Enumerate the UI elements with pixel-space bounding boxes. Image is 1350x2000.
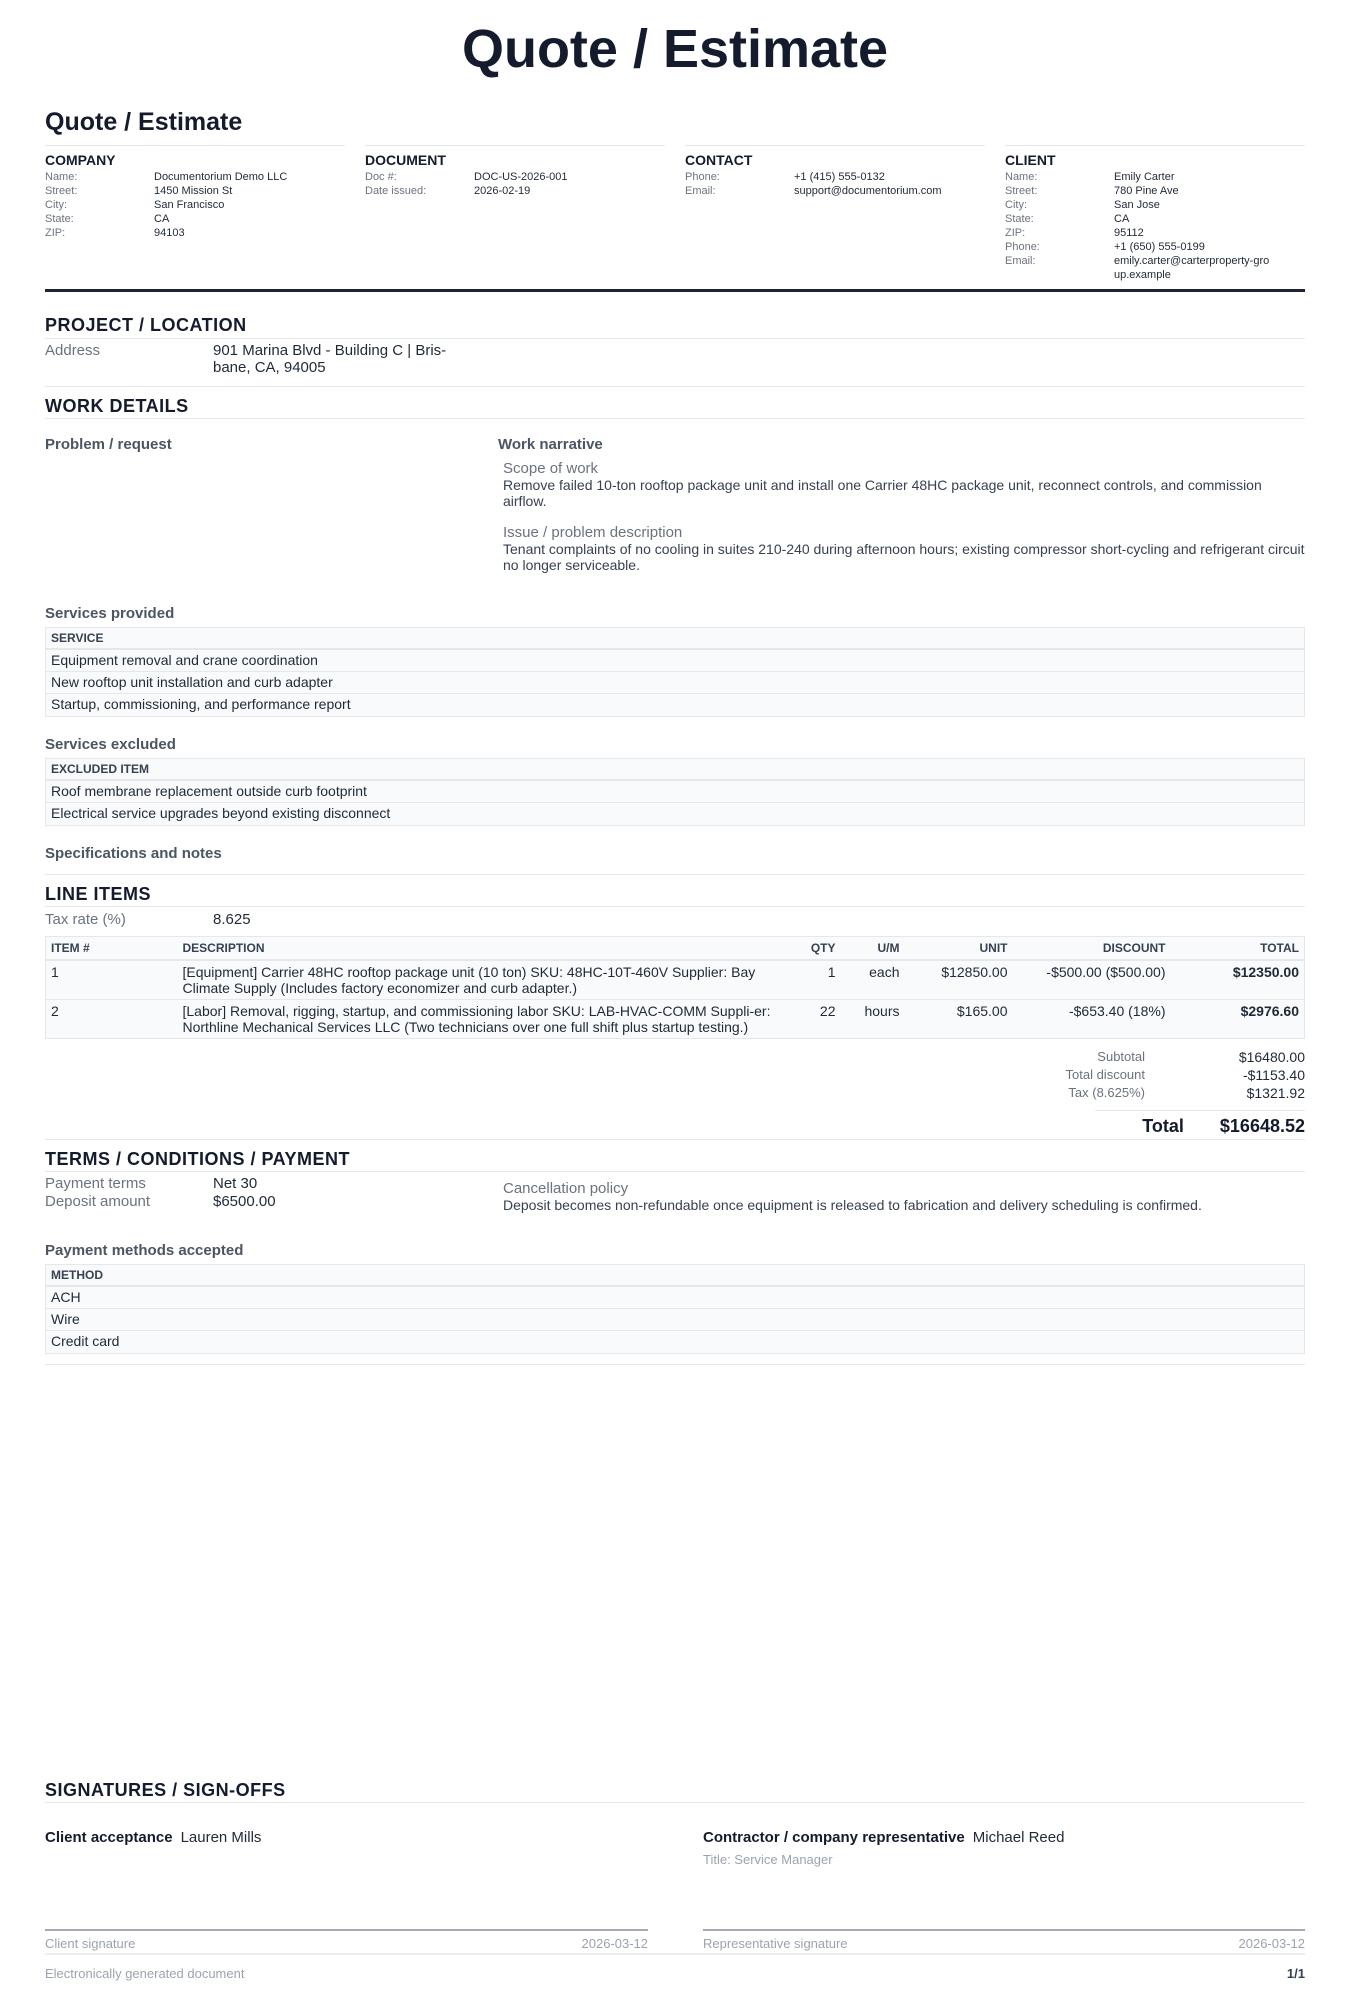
item-total: $12350.00 (1171, 960, 1305, 1000)
contractor-signer-name: Michael Reed (972, 1829, 1065, 1846)
tax-rate-value: 8.625 (213, 911, 251, 928)
field-value: 1450 Mission St (154, 185, 233, 197)
tax-row (945, 1084, 1305, 1102)
payment-terms-value: Net 30 (213, 1175, 258, 1192)
field-value: CA (1114, 213, 1130, 225)
column-header-description: DESCRIPTION (178, 937, 793, 961)
document-heading: DOCUMENT (365, 152, 446, 168)
client-signer-name: Lauren Mills (180, 1829, 262, 1846)
field-value: CA (154, 213, 170, 225)
client-block (1005, 145, 1305, 282)
client-acceptance-block (45, 1829, 261, 1846)
field-value: +1 (650) 555-0199 (1114, 241, 1205, 253)
client-name-row (1005, 170, 1305, 184)
problem-request-label: Problem / request (45, 436, 172, 453)
table-row: ACH (46, 1287, 1304, 1309)
contractor-signer-title: Title: Service Manager (703, 1852, 833, 1867)
column-header-method: METHOD (46, 1265, 1304, 1287)
company-state-row (45, 212, 345, 226)
client-signature-line[interactable] (45, 1929, 648, 1931)
field-label: Street: (45, 185, 78, 197)
payment-methods-table (45, 1264, 1305, 1354)
item-unit-price: $12850.00 (905, 960, 1013, 1000)
total-discount-label: Total discount (1065, 1067, 1145, 1082)
document-block (365, 145, 665, 282)
payment-methods-title: Payment methods accepted (45, 1242, 244, 1259)
field-label: ZIP: (45, 227, 66, 239)
field-label: Email: (685, 185, 716, 197)
item-qty: 22 (793, 1000, 841, 1039)
table-row (46, 960, 1305, 1000)
company-street-row (45, 184, 345, 198)
total-label: Total (1142, 1116, 1184, 1136)
item-number: 1 (46, 960, 178, 1000)
table-row: Startup, commissioning, and performance report (46, 694, 1304, 716)
column-header-total: TOTAL (1171, 937, 1305, 961)
client-email-row (1005, 254, 1305, 282)
field-label: Doc #: (365, 171, 397, 183)
divider (45, 874, 1305, 875)
divider (45, 386, 1305, 387)
services-excluded-title: Services excluded (45, 736, 176, 753)
payment-terms-label: Payment terms (45, 1175, 146, 1192)
client-signature-date: 2026-03-12 (581, 1936, 648, 1951)
tax-rate-label: Tax rate (%) (45, 911, 126, 928)
column-header-qty: QTY (793, 937, 841, 961)
header-divider (45, 289, 1305, 292)
address-label: Address (45, 342, 101, 359)
field-label: Email: (1005, 255, 1036, 267)
field-value: DOC-US-2026-001 (474, 171, 568, 183)
contact-phone-row (685, 170, 985, 184)
divider (45, 906, 1305, 907)
deposit-value: $6500.00 (213, 1193, 276, 1210)
divider (45, 1364, 1305, 1365)
divider (45, 1802, 1305, 1803)
scope-text: Remove failed 10-ton rooftop package unit and install one Carrier 48HC package unit, reconnect controls, and commission airflow. (503, 477, 1262, 509)
field-value: 2026-02-19 (474, 185, 531, 197)
item-discount: -$500.00 ($500.00) (1013, 960, 1171, 1000)
table-row (46, 1000, 1305, 1039)
company-city-row (45, 198, 345, 212)
field-value: 780 Pine Ave (1114, 185, 1179, 197)
divider (45, 418, 1305, 419)
field-label: Phone: (685, 171, 720, 183)
field-value: Emily Carter (1114, 171, 1175, 183)
item-description: [Labor] Removal, rigging, startup, and commissioning labor SKU: LAB-HVAC-COMM Suppli-er: Northline Mechanical Services LLC (Two technicians over one full shift plus startup testing.) (178, 1000, 793, 1039)
work-details-title: WORK DETAILS (45, 396, 189, 416)
item-number: 2 (46, 1000, 178, 1039)
total-value: $16648.52 (1219, 1116, 1305, 1136)
deposit-label: Deposit amount (45, 1193, 151, 1210)
item-discount: -$653.40 (18%) (1013, 1000, 1171, 1039)
line-items-title: LINE ITEMS (45, 884, 152, 904)
column-header-um: U/M (841, 937, 905, 961)
contractor-rep-label: Contractor / company representative (703, 1829, 965, 1846)
field-value: San Jose (1114, 199, 1160, 211)
page-number: 1/1 (1286, 1966, 1305, 1981)
field-value: support@documentorium.com (794, 185, 942, 197)
subtotal-label: Subtotal (1097, 1049, 1145, 1064)
client-acceptance-label: Client acceptance (45, 1829, 173, 1846)
specs-notes-title: Specifications and notes (45, 845, 222, 862)
total-discount-value: -$1153.40 (1242, 1067, 1305, 1083)
field-label: City: (1005, 199, 1027, 211)
footer-note: Electronically generated document (45, 1966, 245, 1981)
contact-email-row (685, 184, 985, 198)
contact-heading: CONTACT (685, 152, 753, 168)
field-label: ZIP: (1005, 227, 1026, 239)
work-narrative-label: Work narrative (498, 436, 603, 453)
field-value[interactable]: emily.carter@carterproperty-group.example (1114, 255, 1270, 281)
client-city-row (1005, 198, 1305, 212)
date-issued-row (365, 184, 665, 198)
table-row: Credit card (46, 1331, 1304, 1353)
client-phone-row (1005, 240, 1305, 254)
field-label: Name: (45, 171, 78, 183)
footer-divider (45, 1953, 1305, 1955)
terms-section-title: TERMS / CONDITIONS / PAYMENT (45, 1149, 351, 1169)
address-value: 901 Marina Blvd - Building C | Bris-bane, CA, 94005 (213, 342, 447, 376)
field-label: State: (1005, 213, 1034, 225)
table-row: Wire (46, 1309, 1304, 1331)
item-description: [Equipment] Carrier 48HC rooftop package unit (10 ton) SKU: 48HC-10T-460V Supplier: Bay Climate Supply (Includes factory economizer and curb adapter.) (178, 960, 793, 1000)
representative-signature-date: 2026-03-12 (1238, 1936, 1305, 1951)
field-label: Street: (1005, 185, 1038, 197)
item-um: hours (841, 1000, 905, 1039)
cancellation-policy-text: Deposit becomes non-refundable once equipment is released to fabrication and delivery scheduling is confirmed. (503, 1197, 1202, 1213)
issue-text: Tenant complaints of no cooling in suites 210-240 during afternoon hours; existing compressor short-cycling and refrigerant circuit no longer serviceable. (503, 541, 1305, 573)
tax-label: Tax (8.625%) (1068, 1085, 1145, 1100)
table-row: Equipment removal and crane coordination (46, 650, 1304, 672)
totals-summary (945, 1048, 1305, 1135)
grand-total-row (1095, 1110, 1305, 1135)
scope-label: Scope of work (503, 460, 599, 477)
representative-signature-line[interactable] (703, 1929, 1305, 1931)
issue-label: Issue / problem description (503, 524, 683, 541)
field-label: Phone: (1005, 241, 1040, 253)
table-row: Electrical service upgrades beyond existing disconnect (46, 803, 1304, 825)
field-value: 94103 (154, 227, 185, 239)
services-provided-table (45, 627, 1305, 717)
column-header-unit: UNIT (905, 937, 1013, 961)
header-info-grid (45, 145, 1305, 282)
company-name-row (45, 170, 345, 184)
divider (45, 1171, 1305, 1172)
tax-value: $1321.92 (1246, 1085, 1305, 1101)
line-items-table (45, 936, 1305, 1039)
document-page (45, 0, 1305, 2000)
project-section-title: PROJECT / LOCATION (45, 315, 247, 335)
field-label: City: (45, 199, 67, 211)
column-header-excluded-item: EXCLUDED ITEM (46, 759, 1304, 781)
field-label: State: (45, 213, 74, 225)
company-heading: COMPANY (45, 152, 116, 168)
client-state-row (1005, 212, 1305, 226)
item-unit-price: $165.00 (905, 1000, 1013, 1039)
cancellation-policy-label: Cancellation policy (503, 1180, 629, 1197)
field-label: Name: (1005, 171, 1038, 183)
contact-block (685, 145, 985, 282)
item-total: $2976.60 (1171, 1000, 1305, 1039)
table-row: Roof membrane replacement outside curb footprint (46, 781, 1304, 803)
table-row: New rooftop unit installation and curb adapter (46, 672, 1304, 694)
work-narrative (503, 460, 1305, 573)
services-excluded-table (45, 758, 1305, 826)
column-header-service: SERVICE (46, 628, 1304, 650)
column-header-item: ITEM # (46, 937, 178, 961)
client-street-row (1005, 184, 1305, 198)
company-block (45, 145, 345, 282)
representative-signature-caption: Representative signature (703, 1936, 848, 1951)
item-qty: 1 (793, 960, 841, 1000)
company-zip-row (45, 226, 345, 240)
discount-row (945, 1066, 1305, 1084)
field-value: 95112 (1114, 227, 1144, 239)
client-heading: CLIENT (1005, 152, 1056, 168)
client-zip-row (1005, 226, 1305, 240)
contractor-rep-block (703, 1829, 1064, 1867)
subtotal-row (945, 1048, 1305, 1066)
field-value: +1 (415) 555-0132 (794, 171, 885, 183)
column-header-discount: DISCOUNT (1013, 937, 1171, 961)
divider (45, 338, 1305, 339)
table-header-row (46, 937, 1305, 961)
subtotal-value: $16480.00 (1238, 1049, 1305, 1065)
divider (45, 1139, 1305, 1140)
services-provided-title: Services provided (45, 605, 175, 622)
field-value: San Francisco (154, 199, 225, 211)
main-title: Quote / Estimate (461, 19, 889, 79)
sub-title: Quote / Estimate (45, 108, 243, 136)
doc-number-row (365, 170, 665, 184)
signatures-section-title: SIGNATURES / SIGN-OFFS (45, 1780, 286, 1800)
field-label: Date issued: (365, 185, 427, 197)
item-um: each (841, 960, 905, 1000)
client-signature-caption: Client signature (45, 1936, 136, 1951)
field-value: Documentorium Demo LLC (154, 171, 288, 183)
